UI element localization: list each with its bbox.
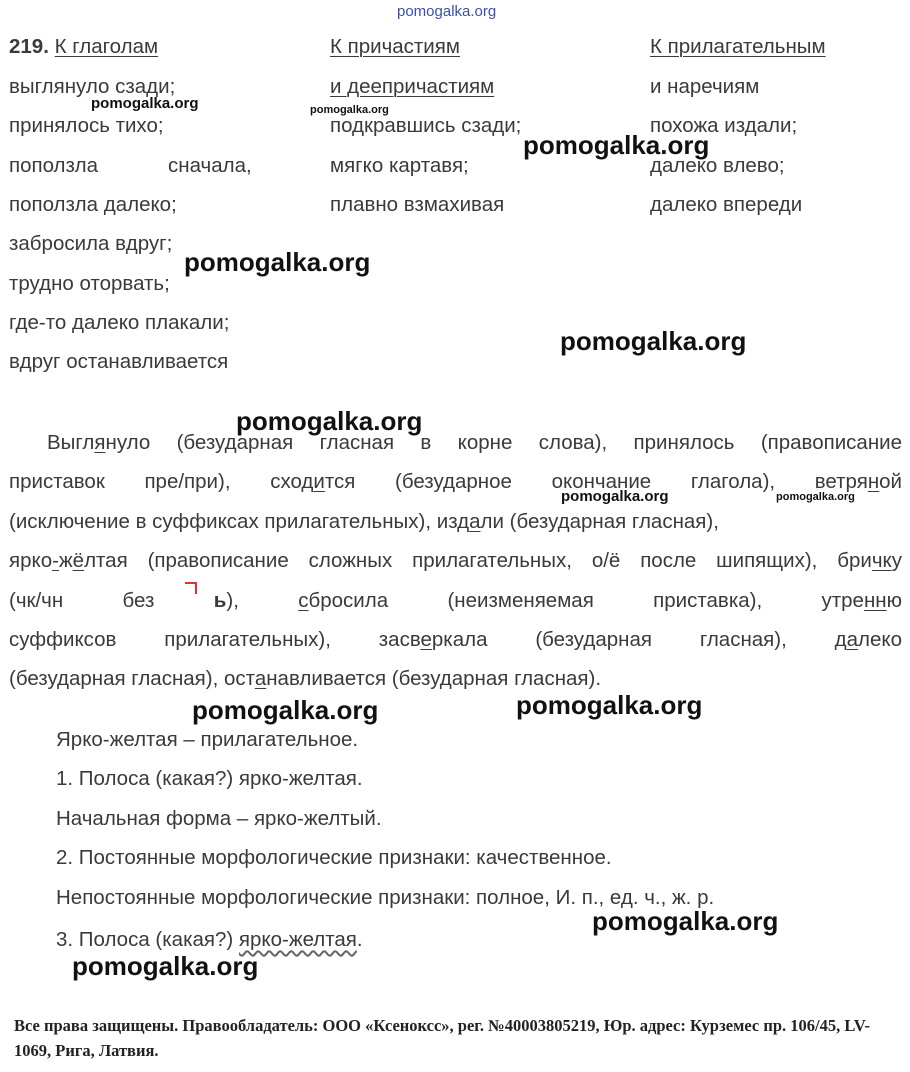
paragraph-line (47, 431, 902, 455)
analysis-line: 1. Полоса (какая?) ярко-желтая. (56, 767, 363, 790)
text-fragment: ярко (9, 549, 53, 572)
text-fragment: навливается (безударная гласная). (266, 667, 602, 690)
underlined-word: ярко-желтая (238, 928, 357, 951)
text-fragment: ли (безударная гласная), (480, 510, 719, 533)
text-fragment: ), (226, 589, 299, 612)
watermark: pomogalka.org (561, 488, 669, 505)
paragraph-line (9, 470, 902, 494)
col3-item: далеко влево; (650, 154, 785, 177)
text-fragment: ой (879, 470, 902, 493)
col3-item: и наречиям (650, 75, 760, 98)
spelling-highlight: е (420, 628, 432, 651)
text-fragment: суффиксов прилагательных), засв (9, 628, 421, 651)
col1-item: вдруг останавливается (9, 350, 229, 373)
analysis-line: Непостоянные морфологические признаки: полное, И. п., ед. ч., ж. р. (56, 886, 715, 909)
paragraph-line (9, 667, 601, 691)
watermark: pomogalka.org (516, 690, 703, 720)
text-fragment: леко (858, 628, 902, 651)
col3-item: далеко впереди (650, 193, 803, 216)
text-fragment: нуло (безударная гласная в корне слова), при (105, 431, 668, 454)
spelling-highlight: а (846, 628, 859, 651)
col3-item: похожа издали; (650, 114, 798, 137)
analysis-line: 2. Постоянные морфологические признаки: качественное. (56, 846, 612, 869)
watermark-top: pomogalka.org (397, 3, 497, 20)
spelling-highlight: и (313, 470, 325, 493)
watermark: pomogalka.org (192, 695, 379, 725)
watermark: pomogalka.org (184, 247, 371, 277)
watermark: pomogalka.org (91, 95, 199, 112)
prefix-mark (185, 582, 197, 594)
analysis-line (56, 928, 363, 952)
spelling-highlight: - (52, 549, 59, 572)
spelling-highlight: а (254, 667, 267, 690)
copyright-footer: Все права защищены. Правообладатель: ООО «Ксеноксс», рег. №40003805219, Юр. адрес: Курземес пр. 106/45, LV-1069, Рига, Латвия. (14, 1016, 871, 1060)
paragraph-line (9, 510, 719, 534)
col2-item: подкравшись сзади; (330, 114, 522, 137)
col2-item: плавно взмахивая (330, 193, 505, 216)
spelling-highlight: а (469, 510, 481, 533)
text-fragment: ю (886, 589, 902, 612)
exercise-number: 219. (9, 35, 49, 58)
analysis-line: Начальная форма – ярко-желтый. (56, 807, 382, 830)
col2-header-line1: К причастиям (330, 35, 460, 58)
text-fragment: глагола), ветря (651, 470, 868, 493)
spelling-highlight: н (867, 470, 880, 493)
text-fragment: . (356, 928, 363, 951)
watermark: pomogalka.org (523, 130, 710, 160)
col2-item: мягко картавя; (330, 154, 469, 177)
col1-header: К глаголам (54, 35, 159, 58)
watermark: pomogalka.org (776, 491, 855, 503)
text-fragment: ние (617, 470, 652, 493)
col1-item: забросила вдруг; (9, 232, 173, 255)
spelling-highlight: ё (72, 549, 85, 572)
watermark: pomogalka.org (310, 104, 389, 116)
col1-item: принялось тихо; (9, 114, 164, 137)
analysis-line: Ярко-желтая – прилагательное. (56, 728, 359, 751)
text-fragment: нялось (правописание (667, 431, 902, 454)
paragraph-line (9, 628, 902, 652)
watermark: pomogalka.org (560, 326, 747, 356)
spelling-highlight: с (298, 589, 309, 612)
watermark: pomogalka.org (72, 951, 259, 981)
text-fragment: ркала (безударная гласная), д (431, 628, 847, 651)
text-fragment: тся (безударное оконча (324, 470, 617, 493)
col1-item: трудно оторвать; (9, 272, 170, 295)
text-fragment: ь (213, 589, 227, 612)
exercise-header (9, 35, 158, 59)
col1-item: сначала, (168, 154, 252, 177)
text-fragment: 3. Полоса (какая?) (56, 928, 239, 951)
text-fragment: (чк/чн без (9, 589, 214, 612)
paragraph-line (9, 589, 902, 613)
col3-header: К прилагательным (650, 35, 826, 58)
col1-item: поползла далеко; (9, 193, 177, 216)
spelling-highlight: я (94, 431, 106, 454)
text-fragment: лтая (правописание сложных прилагательных, о/ё после шипящих), бри (84, 549, 872, 572)
text-fragment: (безударная гласная), ост (9, 667, 255, 690)
watermark: pomogalka.org (236, 406, 423, 436)
col1-item: поползла (9, 154, 99, 177)
text-fragment: приставок пре/при), сход (9, 470, 314, 493)
col1-item: выглянуло сзади; (9, 75, 176, 98)
text-fragment: у (891, 549, 902, 572)
text-fragment: (исключение в суффиксах прилагательных), изд (9, 510, 470, 533)
watermark: pomogalka.org (592, 906, 779, 936)
col2-header-line2: и деепричастиям (330, 75, 495, 98)
col1-item: где-то далеко плакали; (9, 311, 230, 334)
text-fragment: ж (58, 549, 73, 572)
paragraph-line (9, 549, 902, 573)
spelling-highlight: нн (863, 589, 887, 612)
text-fragment: Выгл (47, 431, 95, 454)
text-fragment: бросила (неизменяемая приставка), утре (308, 589, 864, 612)
spelling-highlight: чк (871, 549, 892, 572)
